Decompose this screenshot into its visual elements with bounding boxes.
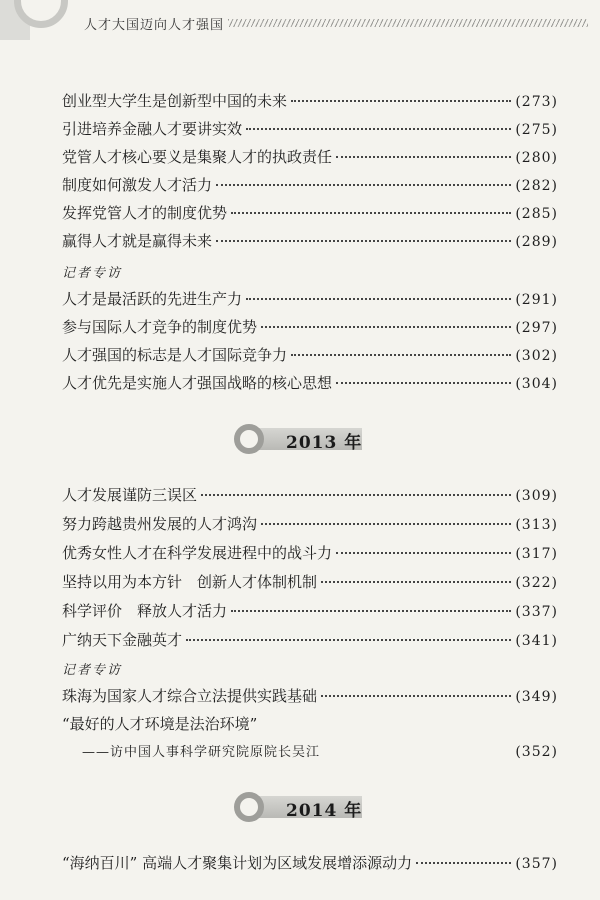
toc-entry-page: (352): [515, 744, 558, 760]
toc-entry[interactable]: [62, 571, 558, 593]
dot-leader: [321, 580, 511, 583]
year-heading-text: 2014 年: [286, 801, 363, 821]
year-heading-circle: [234, 792, 264, 822]
toc-entry-title: 人才强国的标志是人才国际竞争力: [62, 346, 288, 364]
section-label-interview: 记者专访: [62, 266, 123, 281]
dot-leader: [186, 638, 511, 641]
toc-entry[interactable]: [62, 542, 558, 564]
toc-entry-page: (291): [515, 292, 558, 308]
toc-entry[interactable]: [62, 174, 558, 196]
dot-leader: [246, 297, 511, 300]
toc-entry-page: (337): [515, 604, 558, 620]
year-heading-text: 2013 年: [286, 433, 363, 453]
toc-entry-page: (341): [515, 633, 558, 649]
toc-entry[interactable]: [62, 852, 558, 874]
toc-entry[interactable]: [62, 90, 558, 112]
year-heading-2014: [234, 792, 364, 822]
toc-entry[interactable]: [62, 713, 558, 735]
toc-entry-title: 党管人才核心要义是集聚人才的执政责任: [62, 148, 333, 166]
toc-entry-subtitle-text: ——访中国人事科学研究院原院长吴江: [82, 745, 321, 760]
toc-entry-page: (313): [515, 517, 558, 533]
dot-leader: [216, 183, 511, 186]
dot-leader: [231, 609, 511, 612]
dot-leader: [291, 353, 511, 356]
toc-entry-page: (302): [515, 348, 558, 364]
toc-entry-title: 制度如何激发人才活力: [62, 176, 213, 194]
dot-leader: [336, 551, 511, 554]
dot-leader: [336, 155, 511, 158]
toc-entry-page: (322): [515, 575, 558, 591]
dot-leader: [321, 694, 511, 697]
toc-entry-page: (297): [515, 320, 558, 336]
toc-entry-page: (304): [515, 376, 558, 392]
toc-entry[interactable]: [62, 344, 558, 366]
toc-entry-title: “最好的人才环境是法治环境”: [62, 715, 258, 733]
toc-entry[interactable]: [62, 202, 558, 224]
toc-entry-title: 坚持以用为本方针 创新人才体制机制: [62, 573, 318, 591]
toc-entry-page: (273): [515, 94, 558, 110]
toc-entry[interactable]: [62, 288, 558, 310]
toc-entry-title: 科学评价 释放人才活力: [62, 602, 228, 620]
toc-entry[interactable]: [62, 484, 558, 506]
toc-entry-title: 优秀女性人才在科学发展进程中的战斗力: [62, 544, 333, 562]
dot-leader: [336, 381, 511, 384]
toc-entry[interactable]: [62, 230, 558, 252]
toc-entry[interactable]: [62, 146, 558, 168]
toc-entry-page: (289): [515, 234, 558, 250]
toc-entry[interactable]: [62, 513, 558, 535]
section-label-interview: 记者专访: [62, 663, 123, 678]
dot-leader: [231, 211, 511, 214]
toc-entry-page: (285): [515, 206, 558, 222]
header-hatch-rule: [228, 19, 588, 27]
dot-leader: [216, 239, 511, 242]
toc-entry-page: (357): [515, 856, 558, 872]
toc-entry-title: 参与国际人才竞争的制度优势: [62, 318, 258, 336]
toc-entry-page: (309): [515, 488, 558, 504]
toc-entry-page: (275): [515, 122, 558, 138]
toc-entry-title: “海纳百川” 高端人才聚集计划为区域发展增添源动力: [62, 854, 413, 872]
toc-entry-page: (280): [515, 150, 558, 166]
toc-entry[interactable]: [62, 372, 558, 394]
dot-leader: [261, 325, 511, 328]
toc-entry-subtitle[interactable]: [82, 741, 558, 763]
toc-entry[interactable]: [62, 118, 558, 140]
dot-leader: [416, 861, 511, 864]
year-heading-2013: [234, 424, 364, 454]
toc-entry-title: 创业型大学生是创新型中国的未来: [62, 92, 288, 110]
toc-entry[interactable]: [62, 316, 558, 338]
dot-leader: [261, 522, 511, 525]
toc-entry-title: 赢得人才就是赢得未来: [62, 232, 213, 250]
dot-leader: [246, 127, 511, 130]
toc-entry-title: 珠海为国家人才综合立法提供实践基础: [62, 687, 318, 705]
running-header: [0, 0, 600, 44]
toc-entry[interactable]: [62, 629, 558, 651]
toc-entry-title: 发挥党管人才的制度优势: [62, 204, 228, 222]
toc-entry[interactable]: [62, 685, 558, 707]
toc-entry-page: (282): [515, 178, 558, 194]
toc-entry-title: 努力跨越贵州发展的人才鸿沟: [62, 515, 258, 533]
toc-entry-title: 广纳天下金融英才: [62, 631, 183, 649]
toc-entry[interactable]: [62, 600, 558, 622]
toc-entry-title: 人才优先是实施人才强国战略的核心思想: [62, 374, 333, 392]
toc-entry-page: (349): [515, 689, 558, 705]
year-heading-circle: [234, 424, 264, 454]
dot-leader: [291, 99, 511, 102]
toc-entry-title: 人才发展谨防三误区: [62, 486, 198, 504]
running-header-title: 人才大国迈向人才强国: [84, 18, 225, 33]
dot-leader: [201, 493, 511, 496]
toc-entry-title: 引进培养金融人才要讲实效: [62, 120, 243, 138]
toc-entry-page: (317): [515, 546, 558, 562]
toc-entry-title: 人才是最活跃的先进生产力: [62, 290, 243, 308]
